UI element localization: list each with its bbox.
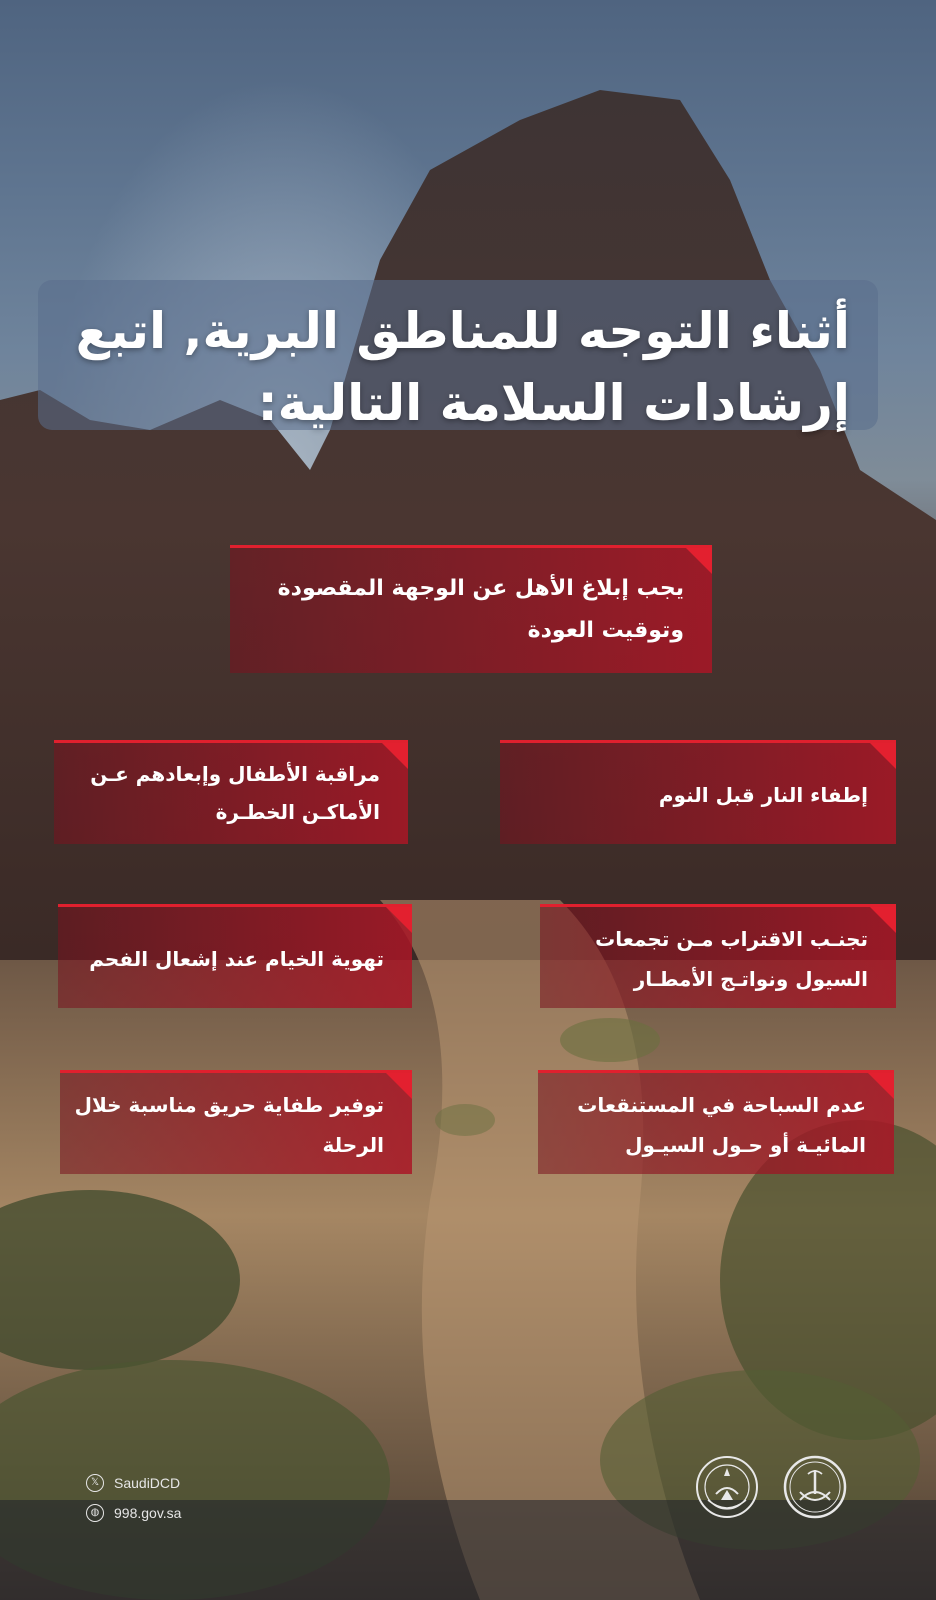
tip-card-no-swimming [538,1070,894,1174]
card-corner-accent [868,1073,894,1099]
tip-text: تجنـب الاقتراب مـن تجمعات السيول ونواتـج الأمطـار [595,927,868,991]
tip-text: عدم السباحة في المستنقعات المائيـة أو حـول السيـول [577,1093,866,1157]
x-logo-icon: 𝕏 [86,1474,104,1492]
tip-card-ventilate-tents [58,904,412,1008]
card-corner-accent [386,907,412,933]
tip-card-avoid-floods [540,904,896,1008]
card-corner-accent [870,743,896,769]
footer-website[interactable] [86,1504,181,1522]
tip-card-inform-family [230,545,712,673]
saudi-emblem-icon [782,1454,848,1520]
website-link: 998.gov.sa [114,1505,182,1521]
tip-card-extinguish-fire [500,740,896,844]
tip-card-watch-children [54,740,408,844]
card-corner-accent [382,743,408,769]
tip-text: تهوية الخيام عند إشعال الفحم [89,947,384,971]
social-handle: SaudiDCD [114,1475,181,1491]
tip-text: يجب إبلاغ الأهل عن الوجهة المقصودة وتوقيت العودة [277,576,684,643]
tip-text: مراقبة الأطفال وإبعادهم عـن الأماكـن الخطـرة [90,762,380,824]
globe-icon: ◍ [86,1504,104,1522]
card-corner-accent [686,548,712,574]
card-corner-accent [386,1073,412,1099]
page-title: أثناء التوجه للمناطق البرية, اتبع إرشادات السلامة التالية: [75,302,850,432]
tip-card-fire-extinguisher [60,1070,412,1174]
tip-text: توفير طفاية حريق مناسبة خلال الرحلة [74,1093,384,1157]
card-corner-accent [870,907,896,933]
footer-social[interactable] [86,1474,180,1492]
civil-defense-emblem-icon [694,1454,760,1520]
tip-text: إطفاء النار قبل النوم [658,783,868,807]
